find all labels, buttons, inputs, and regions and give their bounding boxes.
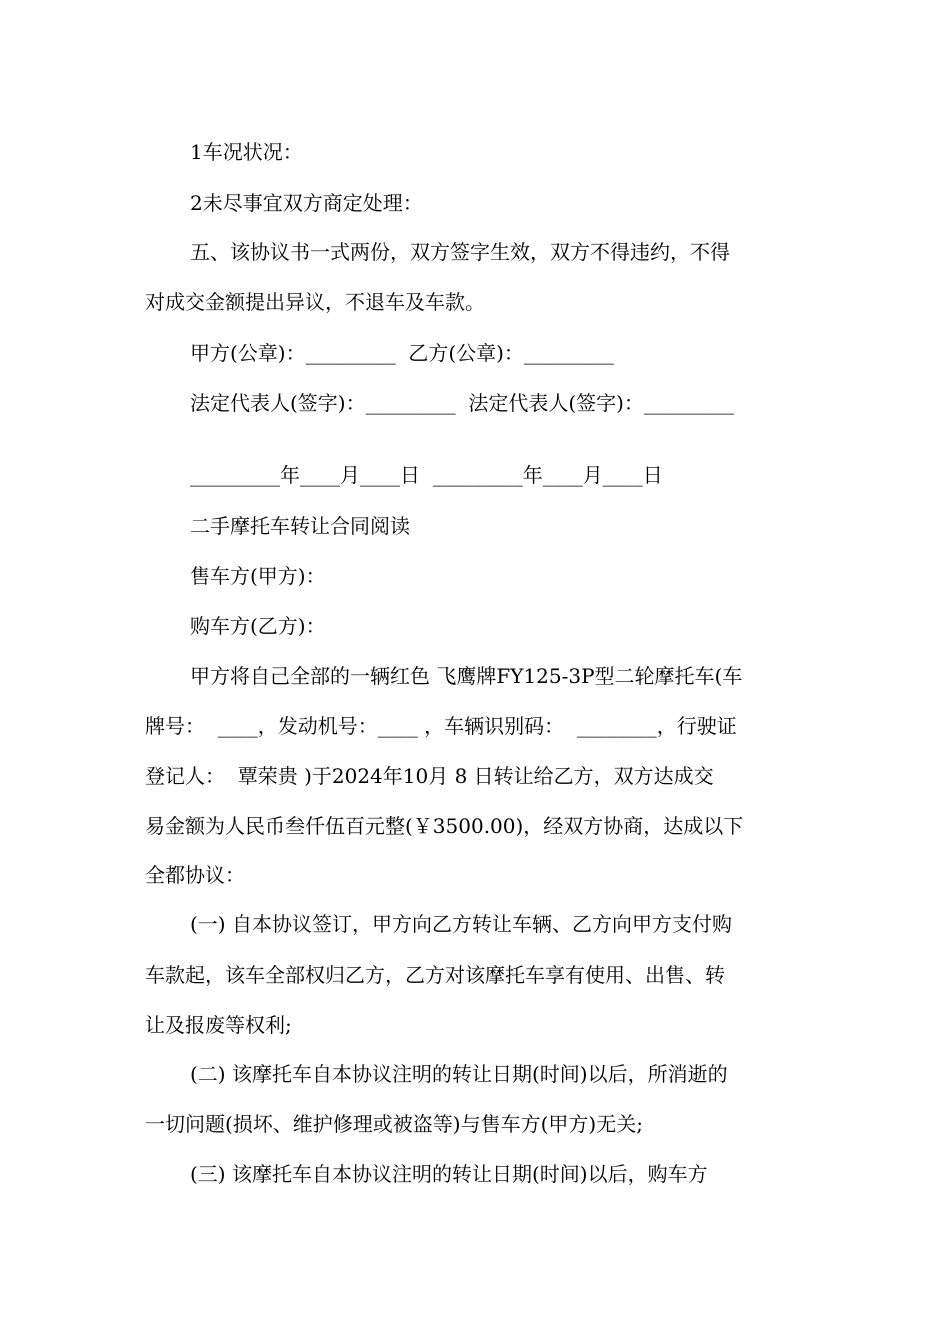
clause-two-line-1: (二) 该摩托车自本协议注明的转让日期(时间)以后，所消逝的 bbox=[190, 1062, 728, 1086]
seller-party-label: 售车方(甲方)： bbox=[190, 564, 326, 588]
buyer-party-label: 购车方(乙方)： bbox=[190, 614, 326, 638]
transfer-paragraph-line-3: 登记人： 覃荣贵 )于2024年10月 8 日转让给乙方，双方达成交 bbox=[145, 764, 714, 788]
transfer-paragraph-line-1: 甲方将自己全部的一辆红色 飞鹰牌FY125-3P型二轮摩托车(车 bbox=[190, 664, 743, 688]
signature-representative-line: 法定代表人(签字)：_________ 法定代表人(签字)：_________ bbox=[190, 391, 734, 415]
clause-one-line-1: (一) 自本协议签订，甲方向乙方转让车辆、乙方向甲方支付购 bbox=[190, 912, 732, 936]
clause-one-line-2: 车款起，该车全部权归乙方，乙方对该摩托车享有使用、出售、转 bbox=[145, 963, 725, 987]
clause-five-line-1: 五、该协议书一式两份，双方签字生效，双方不得违约，不得 bbox=[190, 240, 730, 264]
transfer-paragraph-line-4: 易金额为人民币叁仟伍百元整(￥3500.00)，经双方协商，达成以下 bbox=[145, 814, 744, 838]
clause-vehicle-condition: 1车况状况： bbox=[190, 140, 303, 164]
clause-one-line-3: 让及报废等权利; bbox=[145, 1013, 292, 1037]
transfer-paragraph-line-2: 牌号： ____，发动机号：____ ，车辆识别码： ________，行驶证 bbox=[145, 714, 737, 738]
contract-title: 二手摩托车转让合同阅读 bbox=[190, 514, 410, 538]
clause-three-line-1: (三) 该摩托车自本协议注明的转让日期(时间)以后，购车方 bbox=[190, 1162, 708, 1186]
transfer-paragraph-line-5: 全都协议： bbox=[145, 863, 245, 887]
clause-five-line-2: 对成交金额提出异议，不退车及车款。 bbox=[145, 290, 485, 314]
signature-seal-line: 甲方(公章)：_________ 乙方(公章)：_________ bbox=[190, 341, 614, 365]
signature-date-line: _________年____月____日 _________年____月____日 bbox=[190, 463, 663, 487]
clause-unresolved-matters: 2未尽事宜双方商定处理： bbox=[190, 191, 423, 215]
clause-two-line-2: 一切问题(损坏、维护修理或被盗等)与售车方(甲方)无关; bbox=[145, 1112, 643, 1136]
